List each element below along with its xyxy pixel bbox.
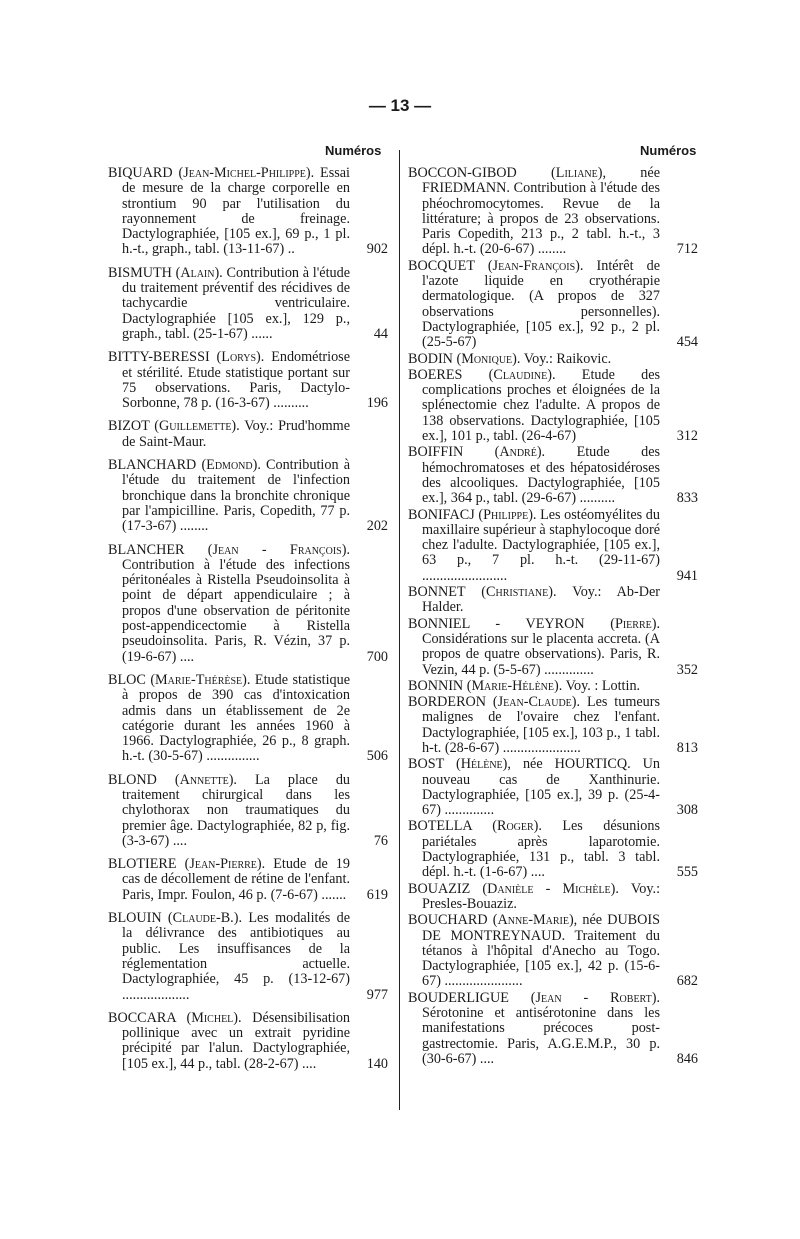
bibliography-entry	[408, 991, 698, 1067]
entry-description: Les ostéomyélites du maxillaire supérieur à staphylocoque doré chez l'adulte. Dactylographiée, [105 ex.], 63 p., 7 pl. h.-t. (29-11-67) ........................	[422, 506, 660, 584]
bibliography-entry	[108, 543, 388, 665]
entry-given-name: (Jean-Claude).	[492, 694, 581, 711]
entry-name: BLOUIN	[108, 910, 162, 927]
entry-description: Les tumeurs malignes de l'ovaire chez l'enfant. Dactylographiée, [105 ex.], 103 p., 1 tabl. h-t. (28-6-67) ......................	[422, 694, 660, 756]
right-column	[408, 166, 698, 1068]
entry-given-name: (Jean-François).	[487, 257, 584, 274]
entry-number: 312	[676, 428, 698, 445]
entry-description: Etude des complications proches et éloignées de la splénectomie chez l'adulte. A propos de 138 observations. Dactylographiée, [105 ex.], 101 p., tabl. (26-4-67)	[422, 366, 661, 445]
entry-name: BISMUTH	[108, 264, 172, 281]
bibliography-entry	[408, 368, 698, 444]
entry-number: 813	[676, 739, 698, 756]
bibliography-entry	[408, 508, 698, 584]
entry-name: BLOC	[108, 671, 146, 688]
entry-description: Contribution à l'étude du traitement préventif des récidives de tachycardie ventriculaire. Dactylographiée [105 ex.], 129 p., graph., tabl. (25-1-67) ......	[122, 264, 351, 342]
entry-given-name: (Claudine).	[488, 366, 556, 383]
entry-given-name: (Monique).	[456, 350, 521, 367]
entry-name: BOERES	[408, 366, 463, 383]
entry-name: BIZOT	[108, 418, 150, 435]
entry-description: Etude de 19 cas de décollement de rétine de l'enfant. Paris, Impr. Foulon, 46 p. (7-6-67) .......	[122, 856, 350, 903]
entry-number: 977	[366, 986, 388, 1003]
bibliography-entry	[408, 757, 698, 818]
entry-given-name: (Pierre).	[610, 615, 661, 632]
entry-given-name: (André).	[494, 444, 546, 461]
entry-description: La place du traitement chirurgical dans les chylothorax non traumatiques du premier âge. Dactylographiée, 82 p, fig. (3-3-67) ....	[122, 771, 351, 849]
entry-description: Voy. : Lottin.	[565, 677, 641, 694]
bibliography-entry	[408, 819, 698, 880]
entry-given-name: (Marie-Thérèse).	[150, 671, 251, 688]
entry-given-name: (Jean-Pierre).	[184, 856, 266, 873]
entry-given-name: (Philippe).	[478, 506, 537, 523]
entry-name: BOST	[408, 756, 445, 773]
entry-number: 202	[366, 518, 388, 535]
entry-name: BIQUARD	[108, 165, 173, 181]
entry-description: Voy.: Prud'homme de Saint-Maur.	[122, 418, 351, 450]
entry-given-name: (Jean - François).	[207, 541, 350, 558]
entry-number: 902	[366, 241, 388, 258]
bibliography-entry	[108, 266, 388, 342]
entry-name: BOCCARA	[108, 1009, 176, 1026]
entry-description: Contribution à l'étude du traitement de l'infection bronchique dans la bronchite chronique par l'ampicilline. Paris, Copedith, 77 p. (17-3-67) ........	[122, 457, 350, 535]
entry-number: 454	[676, 334, 698, 351]
entry-description: Désensibilisation pollinique avec un extrait pyridine précipité par l'alun. Dactylographiée, [105 ex.], 44 p., tabl. (28-2-67) ....	[122, 1009, 351, 1072]
entry-number: 555	[676, 864, 698, 881]
entry-name: BLANCHER	[108, 541, 185, 558]
entry-given-name: (Roger).	[492, 818, 542, 835]
entry-name: BITTY-BERESSI	[108, 349, 210, 366]
entry-name: BODIN	[408, 350, 453, 367]
bibliography-entry	[108, 166, 388, 258]
entry-description: Etude statistique à propos de 390 cas d'intoxication admis dans un établissement de 2e catégorie durant les années 1960 à 1966. Dactylographiée, 26 p., 8 graph. h.-t. (30-5-67) ...............	[122, 671, 350, 765]
entry-description: Essai de mesure de la charge corporelle en strontium 90 par l'utilisation du rayonnement de freinage. Dactylographiée, [105 ex.], 69 p., 1 pl. h.-t., graph., tabl. (13-11-67) ..	[122, 165, 350, 258]
entry-description: née DUBOIS DE MONTREYNAUD. Traitement du tétanos à l'hôpital d'Anecho au Togo. Dactylographiée, [105 ex.], 42 p. (15-6-67) ......................	[422, 912, 661, 990]
right-column-header: Numéros	[640, 143, 697, 158]
entry-given-name: (Hélène),	[456, 756, 511, 773]
bibliography-entry	[108, 419, 388, 450]
left-column-header: Numéros	[325, 143, 382, 158]
entry-number: 76	[373, 832, 388, 849]
bibliography-entry	[108, 857, 388, 903]
bibliography-entry	[408, 617, 698, 678]
entry-given-name: (Lorys).	[216, 349, 265, 366]
entry-name: BOTELLA	[408, 818, 472, 835]
page-number: — 13 —	[368, 96, 432, 115]
entry-number: 352	[676, 661, 698, 678]
entry-name: BLANCHARD	[108, 457, 197, 474]
bibliography-entry	[108, 773, 388, 849]
entry-description: Les modalités de la délivrance des antibiotiques au public. Les insuffisances de la réglementation actuelle. Dactylographiée, 45 p. (13-12-67) ...................	[122, 910, 351, 1003]
entry-given-name: (Christiane).	[481, 584, 557, 601]
entry-given-name: (Edmond).	[201, 457, 261, 474]
entry-number: 140	[366, 1055, 388, 1072]
entry-number: 196	[366, 395, 388, 412]
entry-name: BOIFFIN	[408, 444, 464, 461]
entry-description: Sérotonine et antisérotonine dans les manifestations précoces post-gastrectomie. Paris, A.G.E.M.P., 30 p. (30-6-67) ....	[422, 1005, 660, 1067]
entry-number: 700	[366, 648, 388, 665]
entry-number: 308	[676, 802, 698, 819]
left-column	[108, 166, 388, 1080]
entry-number: 619	[366, 886, 388, 903]
bibliography-entry	[408, 913, 698, 989]
entry-given-name: (Marie-Hélène).	[466, 677, 563, 694]
entry-description: Endométriose et stérilité. Etude statistique portant sur 75 observations. Paris, Dactylo-Sorbonne, 78 p. (16-3-67) ..........	[122, 349, 351, 412]
bibliography-entry	[108, 458, 388, 534]
entry-given-name: (Anne-Marie),	[492, 912, 578, 929]
entry-given-name: (Danièle - Michèle).	[482, 880, 619, 897]
entry-given-name: (Guillemette).	[154, 418, 240, 435]
entry-number: 682	[676, 973, 698, 990]
entry-given-name: (Liliane),	[551, 165, 607, 181]
entry-description: Intérêt de l'azote liquide en cryothérapie dermatologique. (A propos de 327 observations personnelles). Dactylographiée, [105 ex.], 92 p., 2 pl. (25-5-67)	[422, 257, 660, 351]
entry-number: 712	[676, 241, 698, 258]
entry-name: BORDERON	[408, 694, 487, 711]
bibliography-entry	[408, 352, 698, 367]
bibliography-entry	[408, 679, 698, 694]
entry-description: Les désunions pariétales après laparotomie. Dactylographiée, 131 p., tabl. 3 tabl. dépl. h.-t. (1-6-67) ....	[422, 818, 660, 881]
entry-given-name: (Claude-B.).	[167, 910, 242, 927]
entry-name: BONIFACJ	[408, 506, 475, 523]
entry-description: née FRIEDMANN. Contribution à l'étude des phéochromocytomes. Revue de la littérature; à propos de 23 observations. Paris Copedith, 213 p., 2 tabl. h.-t., 3 dépl. h.-t. (20-6-67) ........	[422, 165, 660, 258]
column-divider	[399, 150, 400, 1110]
entry-description: née HOURTICQ. Un nouveau cas de Xanthinurie. Dactylographiée, [105 ex.], 39 p. (25-4-67) ..............	[422, 756, 660, 819]
bibliography-entry	[408, 585, 698, 616]
entry-description: Voy.: Ab-Der Halder.	[422, 584, 661, 616]
entry-name: BLOTIERE	[108, 856, 177, 873]
entry-description: Voy.: Raikovic.	[523, 350, 612, 367]
entry-name: BOCQUET	[408, 257, 475, 274]
entry-name: BONNIN	[408, 677, 464, 694]
entry-given-name: (Michel).	[186, 1009, 242, 1026]
entry-name: BOUCHARD	[408, 912, 488, 929]
entry-number: 833	[676, 490, 698, 507]
entry-description: Contribution à l'étude des infections péritonéales à Ristella Pseudoinsolita à point de départ appendiculaire ; à propos d'une observation de péritonite post-appendicectomie à Ristella pseudoinsolita. Paris, R. Vézin, 37 p. (19-6-67) ....	[122, 556, 350, 665]
entry-given-name: (Alain).	[175, 264, 223, 281]
entry-given-name: (Jean-Michel-Philippe).	[178, 165, 315, 181]
entry-name: BOUAZIZ	[408, 880, 471, 897]
entry-number: 846	[676, 1050, 698, 1067]
bibliography-entry	[408, 166, 698, 258]
entry-given-name: (Jean - Robert).	[530, 989, 660, 1006]
bibliography-entry	[108, 911, 388, 1003]
entry-given-name: (Annette).	[174, 771, 237, 788]
entry-number: 941	[676, 567, 698, 584]
entry-name: BOCCON-GIBOD	[408, 165, 517, 181]
entry-description: Voy.: Presles-Bouaziz.	[422, 880, 661, 912]
bibliography-entry	[408, 259, 698, 351]
bibliography-entry	[108, 350, 388, 411]
bibliography-entry	[408, 882, 698, 913]
entry-name: BONNIEL - VEYRON	[408, 615, 585, 632]
entry-number: 44	[373, 325, 388, 342]
bibliography-entry	[108, 673, 388, 765]
entry-description: Considérations sur le placenta accreta. (A propos de quatre observations). Paris, R. Vezin, 44 p. (5-5-67) ..............	[422, 630, 660, 678]
entry-name: BOUDERLIGUE	[408, 989, 509, 1006]
entry-name: BONNET	[408, 584, 466, 601]
bibliography-entry	[408, 695, 698, 756]
entry-name: BLOND	[108, 771, 157, 788]
entry-description: Etude des hémochromatoses et des hépatosidéroses des alcooliques. Dactylographiée, [105 ex.], 364 p., tabl. (29-6-67) ..........	[422, 444, 661, 507]
bibliography-entry	[108, 1011, 388, 1072]
bibliography-entry	[408, 445, 698, 506]
entry-number: 506	[366, 748, 388, 765]
